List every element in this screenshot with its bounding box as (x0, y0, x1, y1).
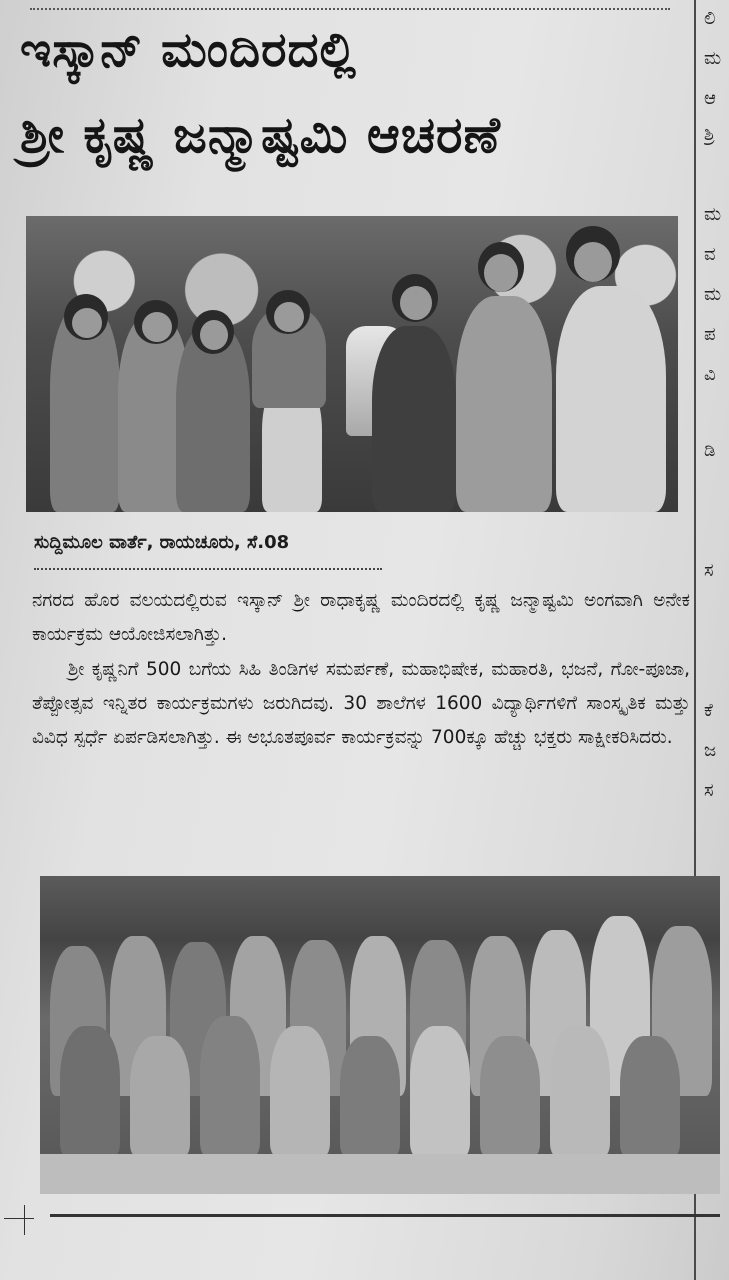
article-body (32, 584, 690, 755)
dateline-dotted-rule (34, 568, 382, 570)
paragraph-2: ಶ್ರೀ ಕೃಷ್ಣನಿಗೆ 500 ಬಗೆಯ ಸಿಹಿ ತಿಂಡಿಗಳ ಸಮರ್ಪಣೆ, ಮಹಾಭಿಷೇಕ, ಮಹಾರತಿ, ಭಜನೆ, ಗೋ-ಪೂಜಾ, ತೆಪ್ಪೋತ್ಸವ ಇನ್ನಿತರ ಕಾರ್ಯಕ್ರಮಗಳು ಜರುಗಿದವು. 30 ಶಾಲೆಗಳ 1600 ವಿದ್ಯಾರ್ಥಿಗಳಿಗೆ ಸಾಂಸ್ಕೃತಿಕ ಮತ್ತು ವಿವಿಧ ಸ್ಪರ್ಧೆ ಏರ್ಪಡಿಸಲಾಗಿತ್ತು. ಈ ಅಭೂತಪೂರ್ವ ಕಾರ್ಯಕ್ರವನ್ನು 700ಕ್ಕೂ ಹೆಚ್ಚು ಭಕ್ತರು ಸಾಕ್ಷೀಕರಿಸಿದರು. (32, 658, 690, 749)
headline-line-2: ಶ್ರೀ ಕೃಷ್ಣ ಜನ್ಮಾಷ್ಟಮಿ ಆಚರಣೆ (20, 106, 501, 164)
photo-award-presentation (26, 216, 678, 512)
photo-children-group (40, 876, 720, 1194)
newspaper-page: ಇಸ್ಕಾನ್ ಮಂದಿರದಲ್ಲಿ ಶ್ರೀ ಕೃಷ್ಣ ಜನ್ಮಾಷ್ಟಮಿ ಆಚರಣೆ ಸುದ್ದಿಮೂಲ ವಾರ್ತೆ, ರಾಯಚೂರು, ಸೆ.08 ನಗರದ ಹೊರ ವಲಯದಲ್ಲಿರುವ ಇಸ್ಕಾನ್ ಶ್ರೀ ರಾಧಾಕೃಷ್ಣ ಮಂದಿರದಲ್ಲಿ ಕೃಷ್ಣ ಜನ್ಮಾಷ್ಟಮಿ ಅಂಗವಾಗಿ ಅನೇಕ ಕಾರ್ಯಕ್ರಮ ಆಯೋಜಿಸಲಾಗಿತ್ತು. ಶ್ರೀ ಕೃಷ್ಣನಿಗೆ 500 ಬಗೆಯ ಸಿಹಿ ತಿಂಡಿಗಳ ಸಮರ್ಪಣೆ, ಮಹಾಭಿಷೇಕ, ಮಹಾರತಿ, ಭಜನೆ, ಗೋ-ಪೂಜಾ, ತೆಪ್ಪೋತ್ಸವ ಇನ್ನಿತರ ಕಾರ್ಯಕ್ರಮಗಳು ಜರುಗಿದವು. 30 ಶಾಲೆಗಳ 1600 ವಿದ್ಯಾರ್ಥಿಗಳಿಗೆ ಸಾಂಸ್ಕೃತಿಕ ಮತ್ತು ವಿವಿಧ ಸ್ಪರ್ಧೆ ಏರ್ಪಡಿಸಲಾಗಿತ್ತು. ಈ ಅಭೂತಪೂರ್ವ ಕಾರ್ಯಕ್ರವನ್ನು 700ಕ್ಕೂ ಹೆಚ್ಚು ಭಕ್ತರು ಸಾಕ್ಷೀಕರಿಸಿದರು. ಲಿ ಮ ಆ ಶ್ರಿ ಮ ವ ಮ ಪ ವಿ ಡಿ ಸ ಕೆ ಜ ಸ (0, 0, 729, 1280)
bottom-rule (50, 1214, 720, 1217)
paragraph-1: ನಗರದ ಹೊರ ವಲಯದಲ್ಲಿರುವ ಇಸ್ಕಾನ್ ಶ್ರೀ ರಾಧಾಕೃಷ್ಣ ಮಂದಿರದಲ್ಲಿ ಕೃಷ್ಣ ಜನ್ಮಾಷ್ಟಮಿ ಅಂಗವಾಗಿ ಅನೇಕ ಕಾರ್ಯಕ್ರಮ ಆಯೋಜಿಸಲಾಗಿತ್ತು. (32, 590, 690, 646)
headline-line-1: ಇಸ್ಕಾನ್ ಮಂದಿರದಲ್ಲಿ (20, 22, 357, 78)
top-dotted-rule (30, 8, 670, 10)
dateline: ಸುದ್ದಿಮೂಲ ವಾರ್ತೆ, ರಾಯಚೂರು, ಸೆ.08 (34, 532, 290, 553)
crop-mark (4, 1205, 34, 1235)
